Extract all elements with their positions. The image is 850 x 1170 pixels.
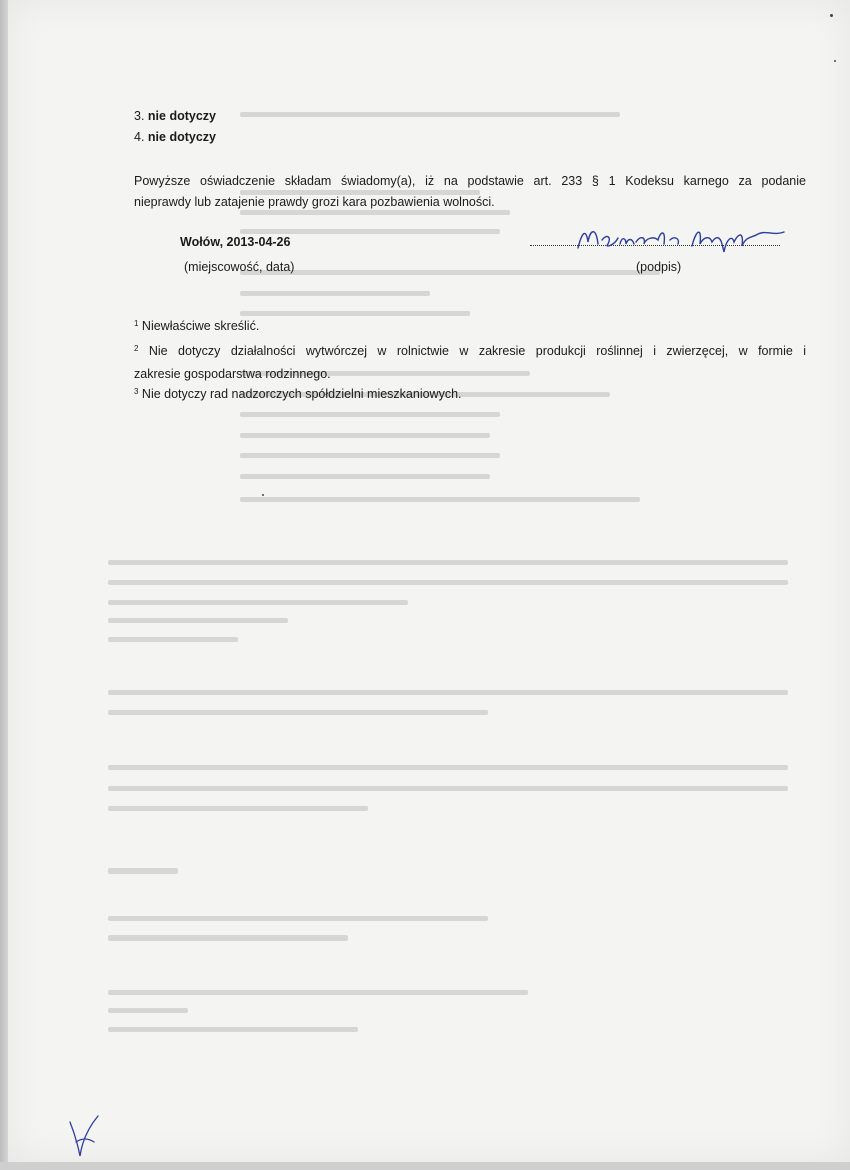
place-date: Wołów, 2013-04-26 <box>180 235 291 249</box>
footnote-text: Niewłaściwe skreślić. <box>138 319 260 333</box>
handwritten-initial <box>64 1112 104 1162</box>
scan-speck <box>834 60 836 62</box>
declaration-line-2: nieprawdy lub zatajenie prawdy grozi kara pozbawienia wolności. <box>134 195 495 209</box>
scan-speck <box>830 14 833 17</box>
declaration-line-1: Powyższe oświadczenie składam świadomy(a), iż na podstawie art. 233 § 1 Kodeksu karnego za podanie <box>134 174 806 188</box>
handwritten-signature <box>574 222 794 256</box>
footnote-3 <box>134 386 462 402</box>
signature-caption: (podpis) <box>636 260 682 274</box>
list-item-4 <box>134 129 216 145</box>
footnote-mark: 3 <box>134 387 139 396</box>
footnote-text: Nie dotyczy działalności wytwórczej w rolnictwie w zakresie produkcji roślinnej i zwierzęcej, w formie i <box>138 344 806 358</box>
footnote-2-line-1 <box>134 343 806 359</box>
footnote-mark: 1 <box>134 319 139 328</box>
footnote-mark: 2 <box>134 344 139 353</box>
place-date-caption: (miejscowość, data) <box>184 260 295 274</box>
footnote-1 <box>134 318 259 334</box>
footnote-text: Nie dotyczy rad nadzorczych spółdzielni mieszkaniowych. <box>138 387 462 401</box>
scan-bottom-edge <box>0 1162 850 1170</box>
list-item-text: nie dotyczy <box>147 130 216 144</box>
document-page <box>8 0 850 1162</box>
footnote-2-line-2: zakresie gospodarstwa rodzinnego. <box>134 367 331 381</box>
list-item-number: 3. <box>134 109 145 123</box>
list-item-number: 4. <box>134 130 145 144</box>
list-item-text: nie dotyczy <box>147 109 216 123</box>
list-item-3 <box>134 108 216 124</box>
scan-speck <box>262 494 264 496</box>
